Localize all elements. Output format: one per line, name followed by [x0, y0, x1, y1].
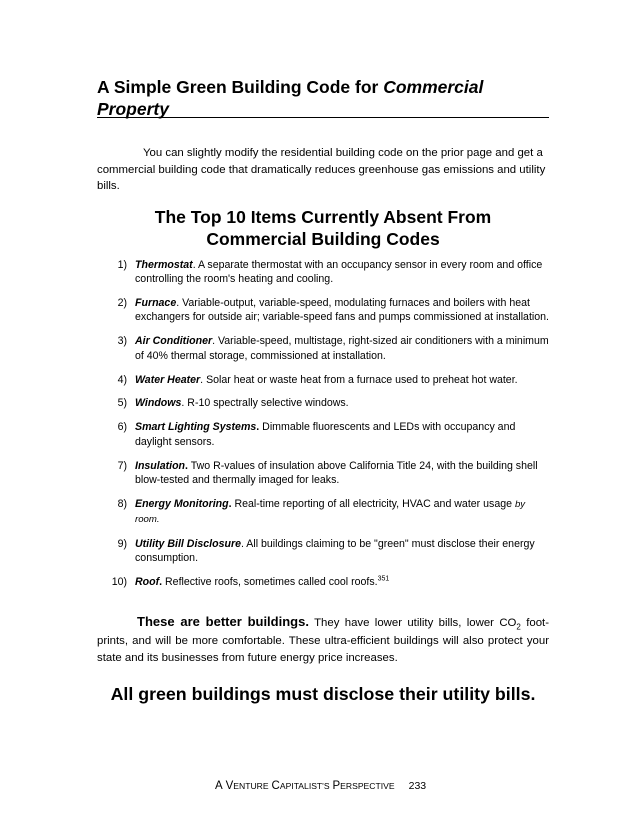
list-item: [97, 334, 549, 363]
list-item-separator: .: [228, 497, 232, 510]
page-number: 233: [408, 780, 427, 792]
list-item: [97, 575, 549, 589]
title-rule: [97, 117, 549, 118]
closing-paragraph: [97, 613, 549, 668]
list-item-text: Solar heat or waste heat from a furnace used to preheat hot water.: [203, 373, 518, 386]
list-item-number: 10): [111, 576, 127, 589]
list-item: [97, 296, 549, 325]
running-title: A VENTURE CAPITALIST'S PERSPECTIVE: [215, 780, 395, 792]
list-item-separator: .: [181, 397, 185, 410]
list-item-text: Real-time reporting of all electricity, HVAC and water usage: [231, 497, 515, 510]
list-item-separator: .: [192, 259, 196, 271]
list-item: [97, 459, 549, 488]
list-item-number: 2): [117, 297, 127, 310]
co2-subscript: 2: [516, 622, 521, 632]
list-item-separator: .: [200, 373, 204, 386]
list-item-title: Water Heater: [135, 373, 201, 386]
list-item-text: Variable-speed, multistage, right-sized air conditioners with a minimum of 40% thermal storage, commissioned at installation.: [135, 335, 549, 362]
list-item-number: 4): [117, 373, 127, 386]
page-title: [97, 76, 547, 120]
list-item-title: Smart Lighting Systems: [135, 421, 257, 434]
page-title-text: A Simple Green Building Code for: [97, 77, 384, 97]
list-item: [97, 497, 549, 528]
list-item-title: Energy Monitoring: [135, 497, 229, 510]
list-item-text: Reflective roofs, sometimes called cool roofs.: [162, 576, 378, 589]
page-title-italic: Commercial Property: [97, 77, 484, 119]
list-item-text: Dimmable fluorescents and LEDs with occupancy and daylight sensors.: [135, 421, 516, 448]
list-item-number: 3): [117, 335, 127, 348]
list-item-separator: .: [159, 576, 163, 589]
list-item-text: Variable-output, variable-speed, modulating furnaces and boilers with heat exchangers for outside air; variable-speed fans and pumps commissioned at installation.: [135, 297, 549, 324]
list-item-number: 6): [117, 421, 127, 434]
list-item-separator: .: [176, 297, 180, 310]
section-heading: [97, 206, 549, 250]
page-footer: [215, 779, 426, 793]
list-item-number: 1): [117, 259, 127, 271]
list-item: [97, 373, 549, 387]
list-item-separator: .: [212, 335, 216, 348]
intro-paragraph: You can slightly modify the residential building code on the prior page and get a commercial building code that dramatically reduces greenhouse gas emissions and utility bills.: [97, 147, 546, 192]
list-item-text: A separate thermostat with an occupancy sensor in every room and office controlling the room's heating and cooling.: [135, 259, 543, 286]
list-item-separator: .: [240, 537, 244, 550]
section-heading-line-1: The Top 10 Items Currently Absent From: [154, 207, 492, 227]
closing-banner: All green buildings must disclose their utility bills.: [110, 684, 536, 704]
list-item: [97, 537, 549, 566]
list-item-title: Utility Bill Disclosure: [135, 537, 241, 550]
closing-text-2: foot-prints, and will be more comfortable. These ultra-efficient buildings will also protect your state and its businesses from future energy price increases.: [97, 617, 549, 664]
list-item-title: Windows: [135, 397, 182, 410]
list-item: [97, 420, 549, 449]
closing-text-1: They have lower utility bills, lower CO: [308, 617, 517, 629]
list-item: [97, 258, 549, 287]
list-item-text: Two R-values of insulation above California Title 24, with the building shell blow-tested and thermally imaged for leaks.: [135, 459, 538, 486]
list-item-title: Roof: [135, 576, 160, 589]
list-item-title: Thermostat: [135, 259, 193, 271]
list-item-number: 5): [117, 397, 127, 410]
section-heading-line-2: Commercial Building Codes: [206, 229, 440, 249]
list-item-text: R-10 spectrally selective windows.: [184, 397, 349, 410]
list-item-separator: .: [256, 421, 260, 434]
list-item-number: 9): [117, 537, 127, 550]
list-item-italic-tail: by room.: [135, 498, 526, 526]
closing-lead: These are better buildings.: [137, 614, 309, 629]
list-item-title: Furnace: [135, 297, 177, 310]
list-item-number: 7): [117, 459, 127, 472]
list-item-number: 8): [117, 497, 127, 510]
footnote-marker: 351: [377, 575, 390, 583]
list-item-title: Air Conditioner: [135, 335, 213, 348]
list-item-text: All buildings claiming to be "green" must disclose their energy consumption.: [135, 537, 535, 565]
list-item-separator: .: [185, 459, 188, 472]
top-ten-list: [97, 258, 549, 599]
list-item: [97, 396, 549, 410]
list-item-title: Insulation: [135, 459, 186, 472]
